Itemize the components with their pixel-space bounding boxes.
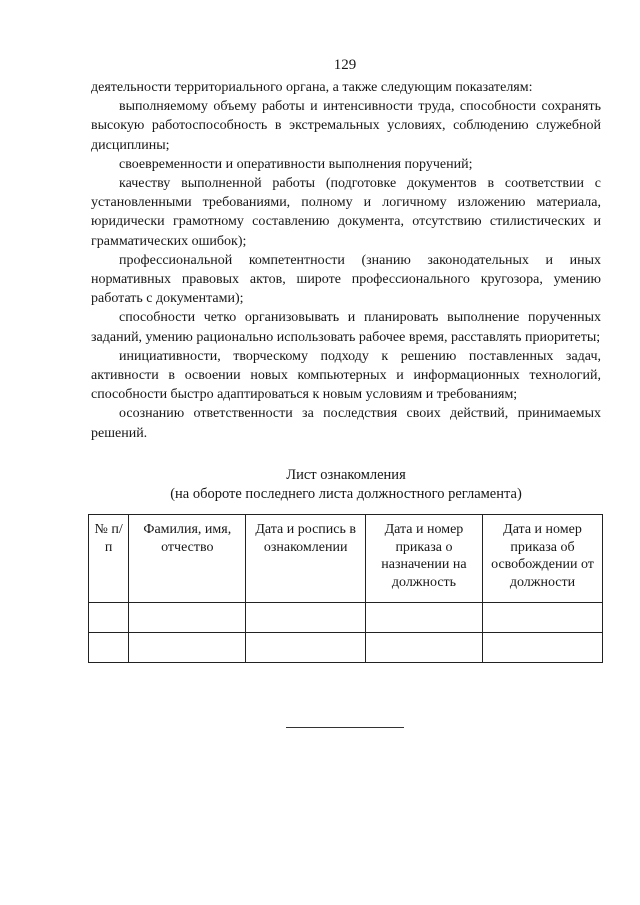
acknowledgement-sheet-heading [91,466,601,504]
table-cell [89,633,129,663]
table-cell [483,633,603,663]
header-appointment-order: Дата и номер приказа о назначении на должность [365,515,482,603]
table-cell [129,603,246,633]
paragraph: профессиональной компетентности (знанию законодательных и иных нормативных правовых актов, широте профессионального кругозора, умению работать с документами); [91,252,601,307]
sheet-title: Лист ознакомления [286,467,406,483]
paragraph: деятельности территориального органа, а также следующим показателям: [91,80,533,95]
header-date-signature: Дата и роспись в ознакомлении [246,515,366,603]
paragraph: способности четко организовывать и планировать выполнение порученных заданий, умению рационально использовать рабочее время, расставлять приоритеты; [91,310,601,345]
paragraph: качеству выполненной работы (подготовке документов в соответствии с установленными требованиями, полному и логичному изложению материала, юридически грамотному составлению документа, отсутствию стилистических и грамматических ошибок); [91,176,601,249]
table-header-row [89,515,603,603]
header-number: № п/п [89,515,129,603]
table-cell [365,633,482,663]
table-row [89,603,603,633]
header-full-name: Фамилия, имя, отчество [129,515,246,603]
table-row [89,633,603,663]
header-dismissal-order: Дата и номер приказа об освобождении от должности [483,515,603,603]
end-of-document-divider [286,727,404,728]
table-cell [365,603,482,633]
paragraph: своевременности и оперативности выполнения поручений; [119,156,473,172]
table-cell [89,603,129,633]
page-number: 129 [333,57,357,73]
paragraph: осознанию ответственности за последствия своих действий, принимаемых решений. [91,406,601,441]
table-cell [129,633,246,663]
acknowledgement-table [88,514,603,663]
paragraph: инициативности, творческому подходу к решению поставленных задач, активности в освоении новых компьютерных и информационных технологий, способности быстро адаптироваться к новым условиям и требованиям; [91,348,601,403]
table-cell [246,633,366,663]
paragraph: выполняемому объему работы и интенсивности труда, способности сохранять высокую работоспособность в экстремальных условиях, соблюдению служебной дисциплины; [91,99,601,153]
sheet-subtitle: (на обороте последнего листа должностного регламента) [170,486,522,502]
body-text [91,78,601,443]
table-cell [246,603,366,633]
table-cell [483,603,603,633]
